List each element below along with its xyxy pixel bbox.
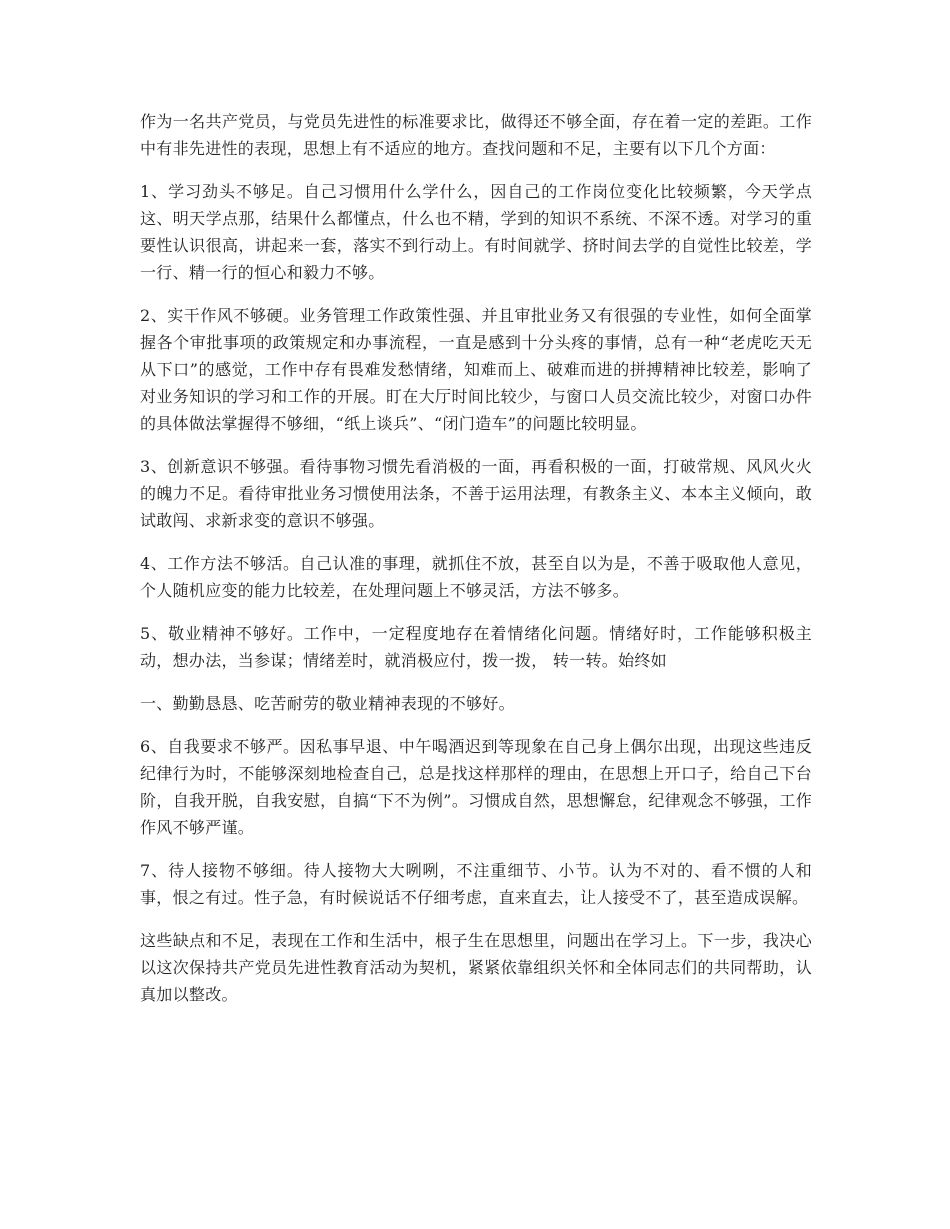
- item-5-continuation-paragraph: 一、勤勤恳恳、吃苦耐劳的敬业精神表现的不够好。: [140, 694, 515, 713]
- item-4-paragraph: 4、工作方法不够活。自己认准的事理，就抓住不放，甚至自以为是，不善于吸取他人意见，个人随机应变的能力比较差，在处理问题上不够灵活，方法不够多。: [140, 554, 812, 600]
- item-6-paragraph: 6、自我要求不够严。因私事早退、中午喝酒迟到等现象在自己身上偶尔出现，出现这些违反纪律行为时，不能够深刻地检查自己，总是找这样那样的理由，在思想上开口子，给自己下台阶，自我开脱，自我安慰，自搞“下不为例”。习惯成自然，思想懈怠，纪律观念不够强，工作作风不够严谨。: [140, 737, 812, 837]
- item-5-paragraph: 5、敬业精神不够好。工作中，一定程度地存在着情绪化问题。情绪好时，工作能够积极主动，想办法，当参谋；情绪差时，就消极应付，拨一拨， 转一转。始终如: [140, 624, 812, 670]
- document-body: [140, 108, 812, 1024]
- item-7-paragraph: 7、待人接物不够细。待人接物大大咧咧，不注重细节、小节。认为不对的、看不惯的人和事，恨之有过。性子急，有时候说话不仔细考虑，直来直去，让人接受不了，甚至造成误解。: [140, 861, 812, 907]
- conclusion-paragraph: 这些缺点和不足，表现在工作和生活中，根子生在思想里，问题出在学习上。下一步，我决心以这次保持共产党员先进性教育活动为契机，紧紧依靠组织关怀和全体同志们的共同帮助，认真加以整改。: [140, 931, 812, 1004]
- intro-paragraph: 作为一名共产党员，与党员先进性的标准要求比，做得还不够全面，存在着一定的差距。工作中有非先进性的表现，思想上有不适应的地方。查找问题和不足，主要有以下几个方面：: [140, 112, 812, 158]
- item-3-paragraph: 3、创新意识不够强。看待事物习惯先看消极的一面，再看积极的一面，打破常规、风风火火的魄力不足。看待审批业务习惯使用法条，不善于运用法理，有教条主义、本本主义倾向，敢试敢闯、求新求变的意识不够强。: [140, 457, 812, 530]
- item-1-paragraph: 1、学习劲头不够足。自己习惯用什么学什么，因自己的工作岗位变化比较频繁，今天学点这、明天学点那，结果什么都懂点，什么也不精，学到的知识不系统、不深不透。对学习的重要性认识很高，讲起来一套，落实不到行动上。有时间就学、挤时间去学的自觉性比较差，学一行、精一行的恒心和毅力不够。: [140, 182, 812, 282]
- item-2-paragraph: 2、实干作风不够硬。业务管理工作政策性强、并且审批业务又有很强的专业性，如何全面掌握各个审批事项的政策规定和办事流程，一直是感到十分头疼的事情，总有一种“老虎吃天无从下口”的感觉，工作中存有畏难发愁情绪，知难而上、破难而进的拼搏精神比较差，影响了对业务知识的学习和工作的开展。盯在大厅时间比较少，与窗口人员交流比较少，对窗口办件的具体做法掌握得不够细，“纸上谈兵”、“闭门造车”的问题比较明显。: [140, 306, 812, 433]
